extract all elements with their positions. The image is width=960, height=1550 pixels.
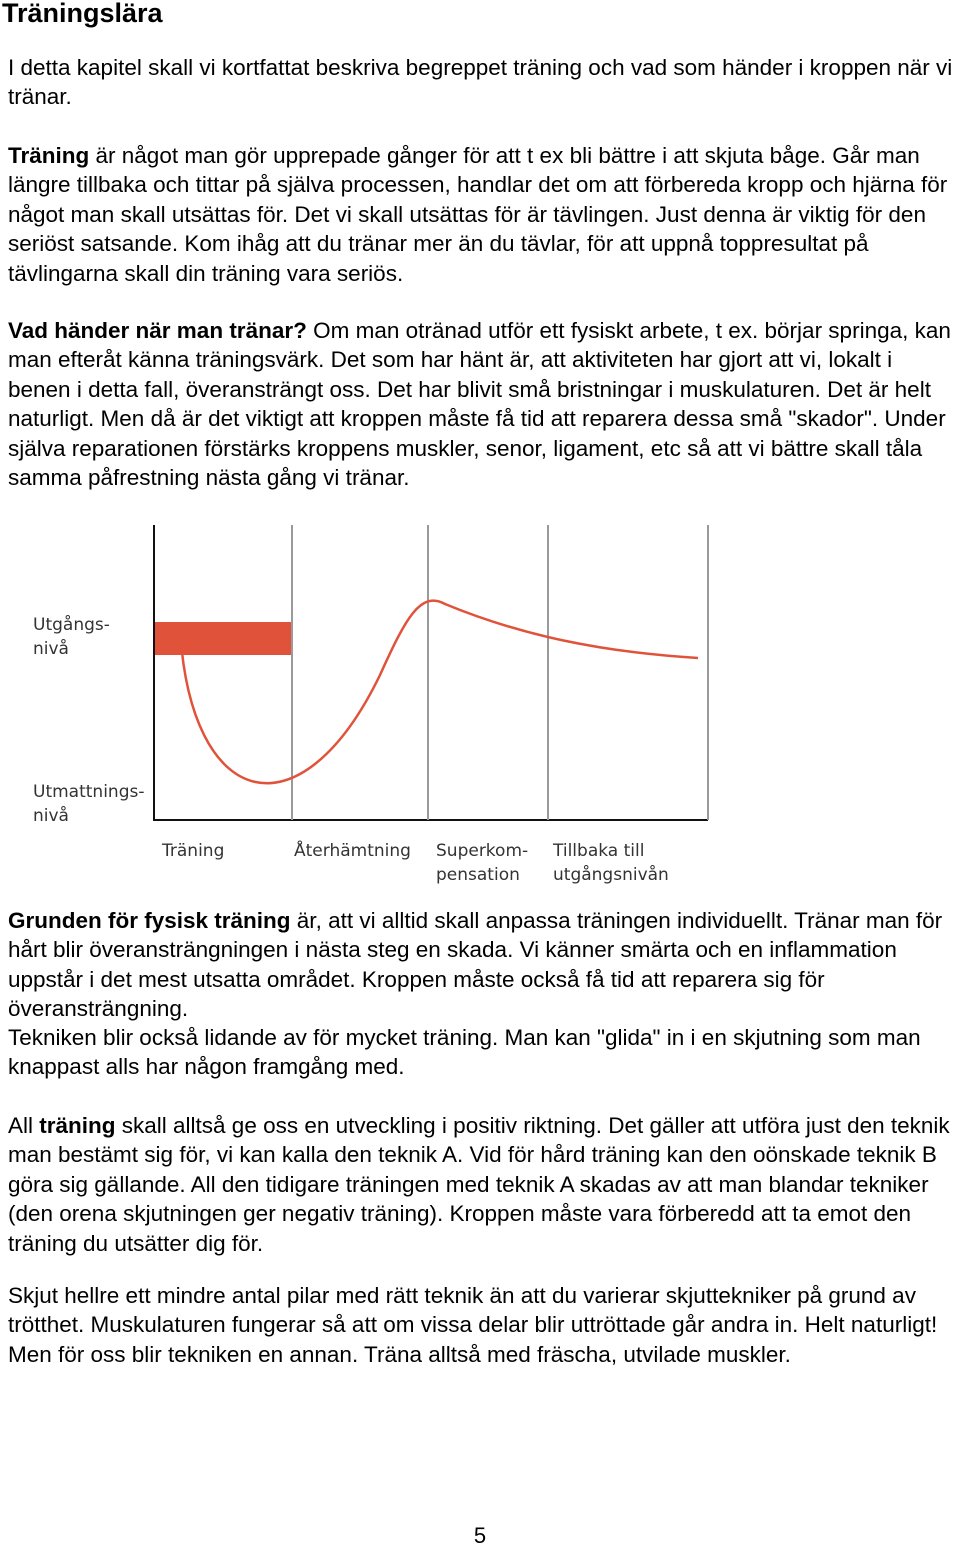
training-text: är något man gör upprepade gånger för att t ex bli bättre i att skjuta båge. Går man längre tillbaka och tittar på själva processen, handlar det om att förbereda kropp och hjärna för något man skall utsättas för. Det vi skall utsättas för är tävlingen. Just denna är viktig för den seriöst satsande. Kom ihåg att du tränar mer än du tävlar, för att uppnå toppresultat på tävlingarna skall din träning vara seriös. [8,143,948,286]
all-training-pre: All [8,1113,40,1138]
basics-heading: Grunden för fysisk träning [8,908,291,933]
phase-label-training: Träning [162,841,225,861]
what-happens-heading: Vad händer när man tränar? [8,318,307,343]
page-title: Träningslära [2,0,163,28]
phase-label-recovery: Återhämtning [294,841,411,861]
all-training-paragraph [8,1111,958,1258]
page-number: 5 [473,1523,487,1548]
training-paragraph [8,141,958,288]
what-happens-paragraph [8,316,958,492]
all-training-text: skall alltså ge oss en utveckling i positiv riktning. Det gäller att utföra just den teknik man bestämt sig för, vi kan kalla den teknik A. Vid för hård träning kan den oönskade teknik B göra sig gällande. All den tidigare träningen med teknik A skadas av att man blandar tekniker (den orena skjutningen ger negativ träning). Kroppen måste vara förberedd att ta emot den träning du utsätter dig för. [8,1113,950,1256]
all-training-term: träning [39,1113,116,1138]
intro-paragraph: I detta kapitel skall vi kortfattat beskriva begreppet träning och vad som händer i kroppen när vi tränar. [8,55,953,110]
phase-label-supercompensation-line1: Superkom- [436,841,529,861]
exhaustion-level-label-line1: Utmattnings- [33,782,145,802]
training-term: Träning [8,143,90,168]
start-level-label-line2: nivå [33,639,69,659]
exhaustion-level-label-line2: nivå [33,806,69,826]
what-happens-text: Om man otränad utför ett fysiskt arbete, t ex. börjar springa, kan man efteråt känna träningsvärk. Det som har hänt är, att aktiviteten har gjort att vi, lokalt i benen i detta fall, överansträngt oss. Det har blivit små bristningar i muskulaturen. Det är helt naturligt. Men då är det viktigt att kroppen måste få tid att reparera dessa små "skador". Under själva reparationen förstärks kroppens muskler, senor, ligament, etc så att vi bättre skall tåla samma påfrestning nästa gång vi tränar. [8,318,951,491]
starting-level-bar [154,622,292,655]
shoot-fewer-paragraph: Skjut hellre ett mindre antal pilar med rätt teknik än att du varierar skjuttekniker på grund av trötthet. Muskulaturen fungerar så att om vissa delar blir uttröttade går andra in. Helt naturligt! Men för oss blir tekniken en annan. Träna alltså med fräscha, utvilade muskler. [8,1283,938,1367]
basics-paragraph [8,906,958,1024]
phase-label-return-line2: utgångsnivån [553,865,669,885]
supercompensation-diagram [0,520,730,900]
technique-paragraph: Tekniken blir också lidande av för mycket träning. Man kan "glida" in i en skjutning som man knappast alls har någon framgång med. [8,1025,921,1080]
basics-text: är, att vi alltid skall anpassa träningen individuellt. Tränar man för hårt blir överansträngningen i nästa steg en skada. Vi känner smärta och en inflammation uppstår i det mest utsatta området. Kroppen måste också få tid att reparera sig för överansträngning. [8,908,943,1022]
phase-label-supercompensation-line2: pensation [436,865,520,885]
start-level-label-line1: Utgångs- [33,615,110,635]
phase-label-return-line1: Tillbaka till [553,841,645,861]
